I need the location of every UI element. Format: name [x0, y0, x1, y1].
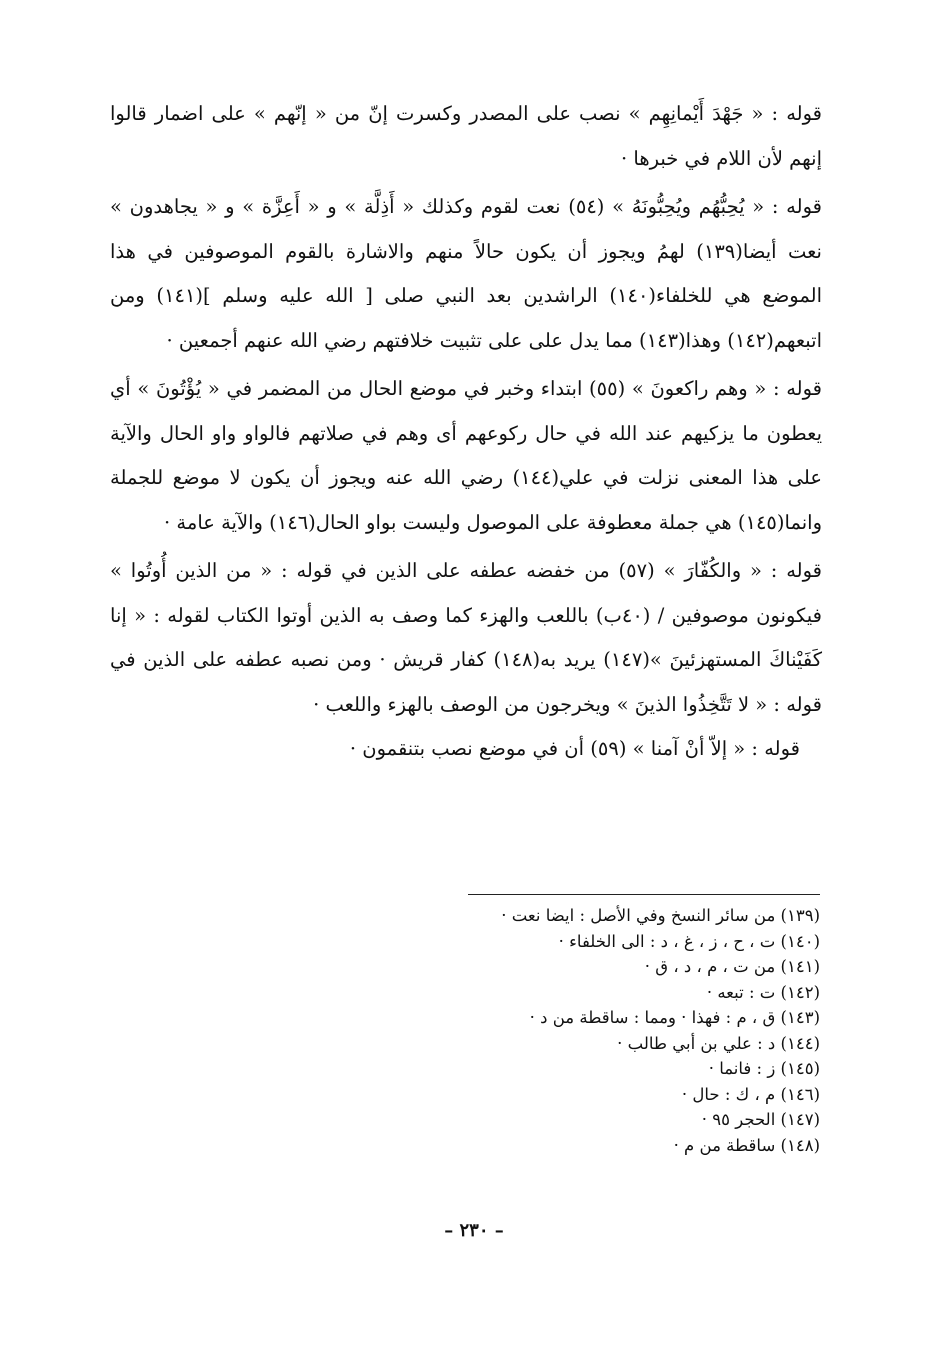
paragraph-yuhibbuhum: قوله : « يُحِبُّهُم ويُحِبُّونَهُ » (٥٤) نعت لقوم وكذلك « أَذِلَّة » و « أَعِزَّة » و « يجاهدون » نعت أيضا(١٣٩) لهمُ ويجوز أن يكون حالاً منهم والاشارة بالقوم الموصوفين في هذا الموضع هي للخلفاء(١٤٠) الراشدين بعد النبي صلى [ الله عليه وسلم ](١٤١) ومن اتبعهم(١٤٢) وهذا(١٤٣) مما يدل على على تثبيت خلافتهم رضي الله عنهم أجمعين ·: [110, 195, 822, 352]
footnote-140: (١٤٠) ت ، ح ، ز ، غ ، د : الى الخلفاء ·: [558, 931, 820, 951]
paragraph-jahd-aymanihim: قوله : « جَهْدَ أَيْمانِهِم » نصب على المصدر وكسرت إنّ من « إنّهم » على اضمار قالوا إنهم لأن اللام في خبرها ·: [110, 102, 822, 170]
paragraph-illa-an-amanna: قوله : « إلاّ أنْ آمنا » (٥٩) أن في موضع نصب بتنقمون ·: [349, 737, 800, 760]
paragraph-kuffar: قوله : « والكُفّارَ » (٥٧) من خفضه عطفه على الذين في قوله : « من الذين أُوتُوا » فيكونون موصوفين / (٤٠ب) باللعب والهزء كما وصف به الذين أوتوا الكتاب لقوله : « إنا كَفَيْناكَ المستهزئينَ »(١٤٧) يريد به(١٤٨) كفار قريش · ومن نصبه عطفه على الذين في قوله : « لا تَتَّخِذُوا الذينَ » ويخرجون من الوصف بالهزء واللعب ·: [110, 559, 822, 716]
footnote-separator: [468, 894, 820, 895]
footnotes: [300, 903, 820, 1158]
paragraph-rakiun: قوله : « وهم راكعونَ » (٥٥) ابتداء وخبر في موضع الحال من المضمر في « يُؤْتُونَ » أي يعطون ما يزكيهم عند الله في حال ركوعهم أى وهم في صلاتهم فالواو واو الحال والآية على هذا المعنى نزلت في علي(١٤٤) رضي الله عنه ويجوز أن يكون لا موضع للجملة وانما(١٤٥) هي جملة معطوفة على الموصول وليست بواو الحال(١٤٦) والآية عامة ·: [110, 377, 823, 534]
footnote-148: (١٤٨) ساقطة من م ·: [673, 1135, 820, 1155]
footnote-146: (١٤٦) م ، ك : حال ·: [681, 1084, 820, 1104]
main-text: [110, 92, 822, 772]
footnote-142: (١٤٢) ت : تبعه ·: [706, 982, 820, 1002]
footnote-139: (١٣٩) من سائر النسخ وفي الأصل : ايضا نعت ·: [501, 906, 820, 925]
footnote-143: (١٤٣) ق ، م : فهذا · ومما : ساقطة من د ·: [529, 1008, 820, 1027]
footnote-147: (١٤٧) الحجر ٩٥ ·: [701, 1110, 820, 1129]
footnote-144: (١٤٤) د : علي بن أبي طالب ·: [617, 1033, 820, 1053]
footnote-141: (١٤١) من ت ، م ، د ، ق ·: [644, 957, 820, 976]
page-number: – ٢٣٠ –: [444, 1220, 504, 1241]
footnote-145: (١٤٥) ز : فانما ·: [708, 1059, 820, 1078]
